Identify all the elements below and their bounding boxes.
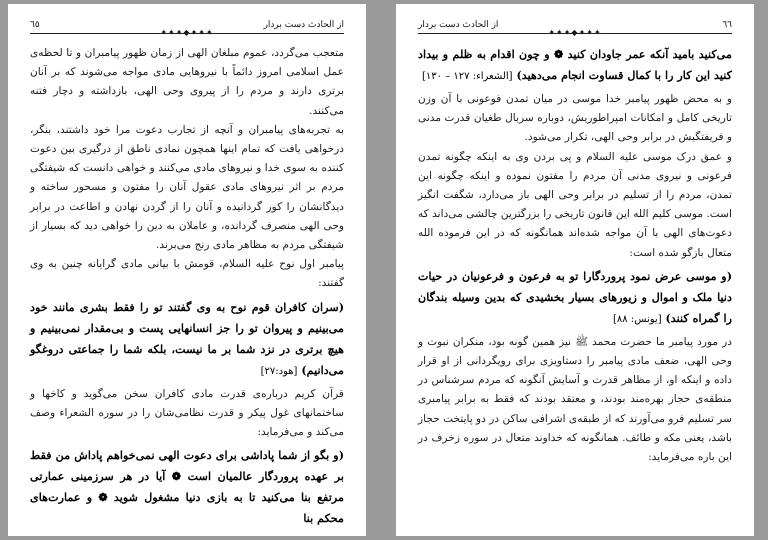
quran-quote [418, 44, 732, 87]
book-gutter [366, 0, 396, 540]
right-page [396, 4, 754, 536]
right-page-body [418, 44, 732, 467]
quote-text: (سران کافران قوم نوح به وی گفتند تو را فقط بشری مانند خود می‌بینیم و پیروان تو را جز انسانهایی پست و بی‌مقدار نمی‌بینیم و هیچ برتری در نزد شما بر ما نیست، بلکه شما را جماعتی دروغگو می‌دانیم) [30, 299, 344, 377]
header-rule [418, 33, 732, 34]
page-number: ٦٦ [722, 20, 732, 30]
paragraph: در مورد پیامبر ما حضرت محمد ﷺ نیز همین گونه بود، منکران نبوت و وحی الهی، ضعف مادی پیامبر را دستاویزی برای رویگردانی از او قرار داده و اینکه او، از مظاهر قدرت و آسایش آنگونه که مردم سرشناس در منطقه‌ی حجاز بهره‌مند بودند، و معتقد بودند که فقط به برابر پیامبری سر تسلیم فرو می‌آورند که از طبقه‌ی اشرافی ساکن در دو پایتخت حجاز باشد، یعنی مکه و طائف. همانگونه که خداوند متعال در سوره زخرف در این باره می‌فرماید: [418, 335, 732, 464]
quote-text: می‌کنید بامید آنکه عمر جاودان کنید ❁ و چون اقدام به ظلم و بیداد کنید این کار را با کمال قساوت انجام می‌دهید) [418, 47, 732, 82]
header-ornament: ✦✦✦◆✦✦✦ [157, 28, 216, 37]
right-page-header [418, 18, 732, 37]
page-number: ٦٥ [30, 20, 40, 30]
left-page [8, 4, 366, 536]
quote-reference: [یونس: ٨٨] [613, 313, 662, 325]
paragraph: پیامبر اول نوح علیه السلام، قومش با بیانی مادی گرایانه چنین به وی گفتند: [30, 258, 344, 290]
quote-reference: [هود:٢٧] [260, 365, 298, 377]
paragraph: و به محض ظهور پیامبر خدا موسی در میان تمدن فوعونی با آن وزن تاریخی کامل و امکانات امپراطوریش، دوباره سربال طغیان قدرت مدنی و فریفتگیش در برابر وحی الهی، تکرار می‌شود. [418, 93, 732, 144]
left-page-header [30, 18, 344, 37]
paragraph: به تجربه‌های پیامبران و آنچه از تجارب دعوت مرا خود داشتند، بنگر، درخواهی یافت که تمام اینها همچون نمادی ناطق از درگیری بین دعوت کننده به سوی خدا و نیروهای مادی می‌کنند و خواهی دانست که شیفتگی مردم بر اثر نیروهای مادی عقول آنان را مفتون و مسحور ساخته و دیدگانشان را کور گردانیده و آنان را از گردن نهادن و اطاعت در برابر وحی الهی منصرف گردانده، و عاملان به دین را خواهی دید که بسیار از شیفتگی مردم به مظاهر مادی رنج می‌برند. [30, 123, 344, 252]
paragraph: متعجب می‌گردد، عموم مبلغان الهی از زمان ظهور پیامبران و تا لحظه‌ی عمل اسلامی امروز دائماً با نیروهایی مادی مواجه می‌شوند که بر آنان برتری دارند و مردم را از پیروی وحی الهی، بازداشته و دچار فتنه می‌کنند. [30, 47, 344, 117]
quote-reference: [الشعراء: ١٢٧ – ١٣٠] [422, 71, 513, 82]
running-title: از الحادث دست بردار [418, 20, 499, 30]
running-title: از الحادث دست بردار [263, 20, 344, 30]
quran-quote [30, 297, 344, 382]
quran-quote: (و بگو از شما پاداشی برای دعوت الهی نمی‌خواهم پاداش من فقط بر عهده پروردگار عالمیان است ❁ آیا در هر سرزمینی عمارتی مرتفع بنا می‌کنید تا به بازی دنیا مشغول شوید ❁ و عمارت‌های محکم بنا [30, 448, 344, 526]
quran-quote [418, 266, 732, 330]
header-ornament: ✦✦✦◆✦✦✦ [545, 28, 604, 37]
paragraph: و عمق درک موسی علیه السلام و پی بردن وی به اینکه چگونه تمدن فرعونی و نیروی مدنی آن مردم را مفتون نموده و اینکه چگونه این تمدن، مردم را از تسلیم در برابر وحی الهی باز می‌دارد، شگفت انگیز است. موسی کلیم الله این قانون تاریخی را بزرگترین چالشی می‌داند که دعوت‌های الهی با آن مواجه شده‌اند همانگونه که در این فرموده الله متعال بازگو شده است: [418, 150, 732, 259]
header-rule [30, 33, 344, 34]
quote-text: (و موسی عرض نمود پروردگارا تو به فرعون و فرعونیان در حیات دنیا ملک و اموال و زیورهای بسیار بخشیدی که بدین وسیله بندگان را گمراه کنند) [418, 268, 732, 325]
left-page-body [30, 44, 344, 529]
paragraph: قرآن کریم درباره‌ی قدرت مادی کافران سخن می‌گوید و کاخها و ساختمانهای غول پیکر و قدرت نظامی‌شان را در سوره الشعراء وصف می‌کند و می‌فرماید: [30, 387, 344, 439]
